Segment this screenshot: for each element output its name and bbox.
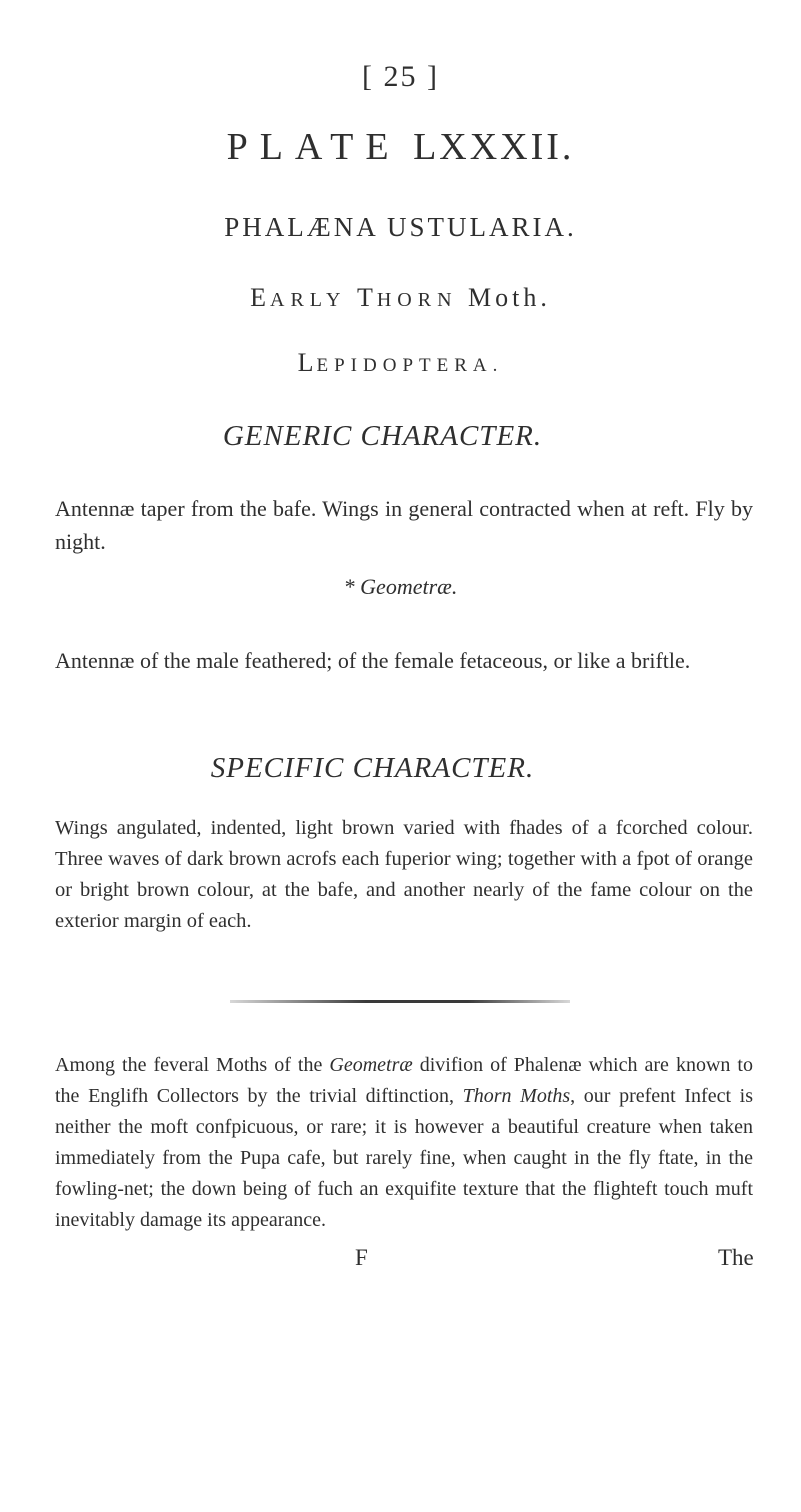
- order-name: [0, 348, 801, 378]
- specific-character-text: Wings angulated, indented, light brown varied with fhades of a fcorched colour. Three waves of dark brown acrofs each fuperior wing; together with a fpot of orange or bright brown colour, at the bafe, and another nearly of the fame colour on the exterior margin of each.: [55, 817, 753, 932]
- body-italic-thorn-moths: Thorn Moths: [462, 1085, 571, 1107]
- common-name-word-1: ARLY: [270, 289, 347, 311]
- plate-label: PLATE: [226, 126, 401, 168]
- common-name-word-2: HORN: [376, 289, 458, 311]
- body-text-3: , our prefent Infect is neither the moft confpicuous, or rare; it is however a beautiful creature when taken immediately from the Pupa cafe, but rarely fine, when caught in the fly ftate, in the fowling-net; the down being of fuch an exquifite texture that the flighteft touch muft inevitably damage its appearance.: [55, 1085, 753, 1231]
- geometrae-text: Antennæ of the male feathered; of the female fetaceous, or like a briftle.: [55, 648, 691, 673]
- page-number: [ 25 ]: [362, 60, 439, 93]
- plate-title: [0, 125, 801, 169]
- common-name-initial-2: T: [356, 283, 377, 312]
- generic-character-heading: GENERIC CHARACTER.: [222, 420, 543, 452]
- order-initial: L: [297, 348, 317, 377]
- body-italic-geometrae: Geometræ: [329, 1054, 413, 1076]
- common-name-word-3: Moth.: [468, 283, 551, 312]
- body-text-1: Among the feveral Moths of the: [55, 1054, 330, 1076]
- common-name: [0, 283, 801, 313]
- body-paragraph: [55, 1050, 753, 1236]
- signature-mark: F: [355, 1245, 368, 1270]
- catchword: The: [718, 1245, 754, 1270]
- specific-character-heading: SPECIFIC CHARACTER.: [210, 752, 535, 784]
- geometrae-heading: * Geometræ.: [343, 574, 458, 599]
- species-name: PHALÆNA USTULARIA.: [224, 212, 577, 242]
- common-name-initial-1: E: [250, 283, 271, 312]
- body-text-2: divifion of Phalenæ which are known to the Englifh Collectors by the trivial diftinction,: [55, 1054, 753, 1107]
- plate-number: LXXXII.: [413, 126, 575, 168]
- section-divider: [230, 1000, 570, 1003]
- generic-character-text: Antennæ taper from the bafe. Wings in general contracted when at reft. Fly by night.: [55, 496, 753, 554]
- order-rest: EPIDOPTERA.: [316, 355, 504, 376]
